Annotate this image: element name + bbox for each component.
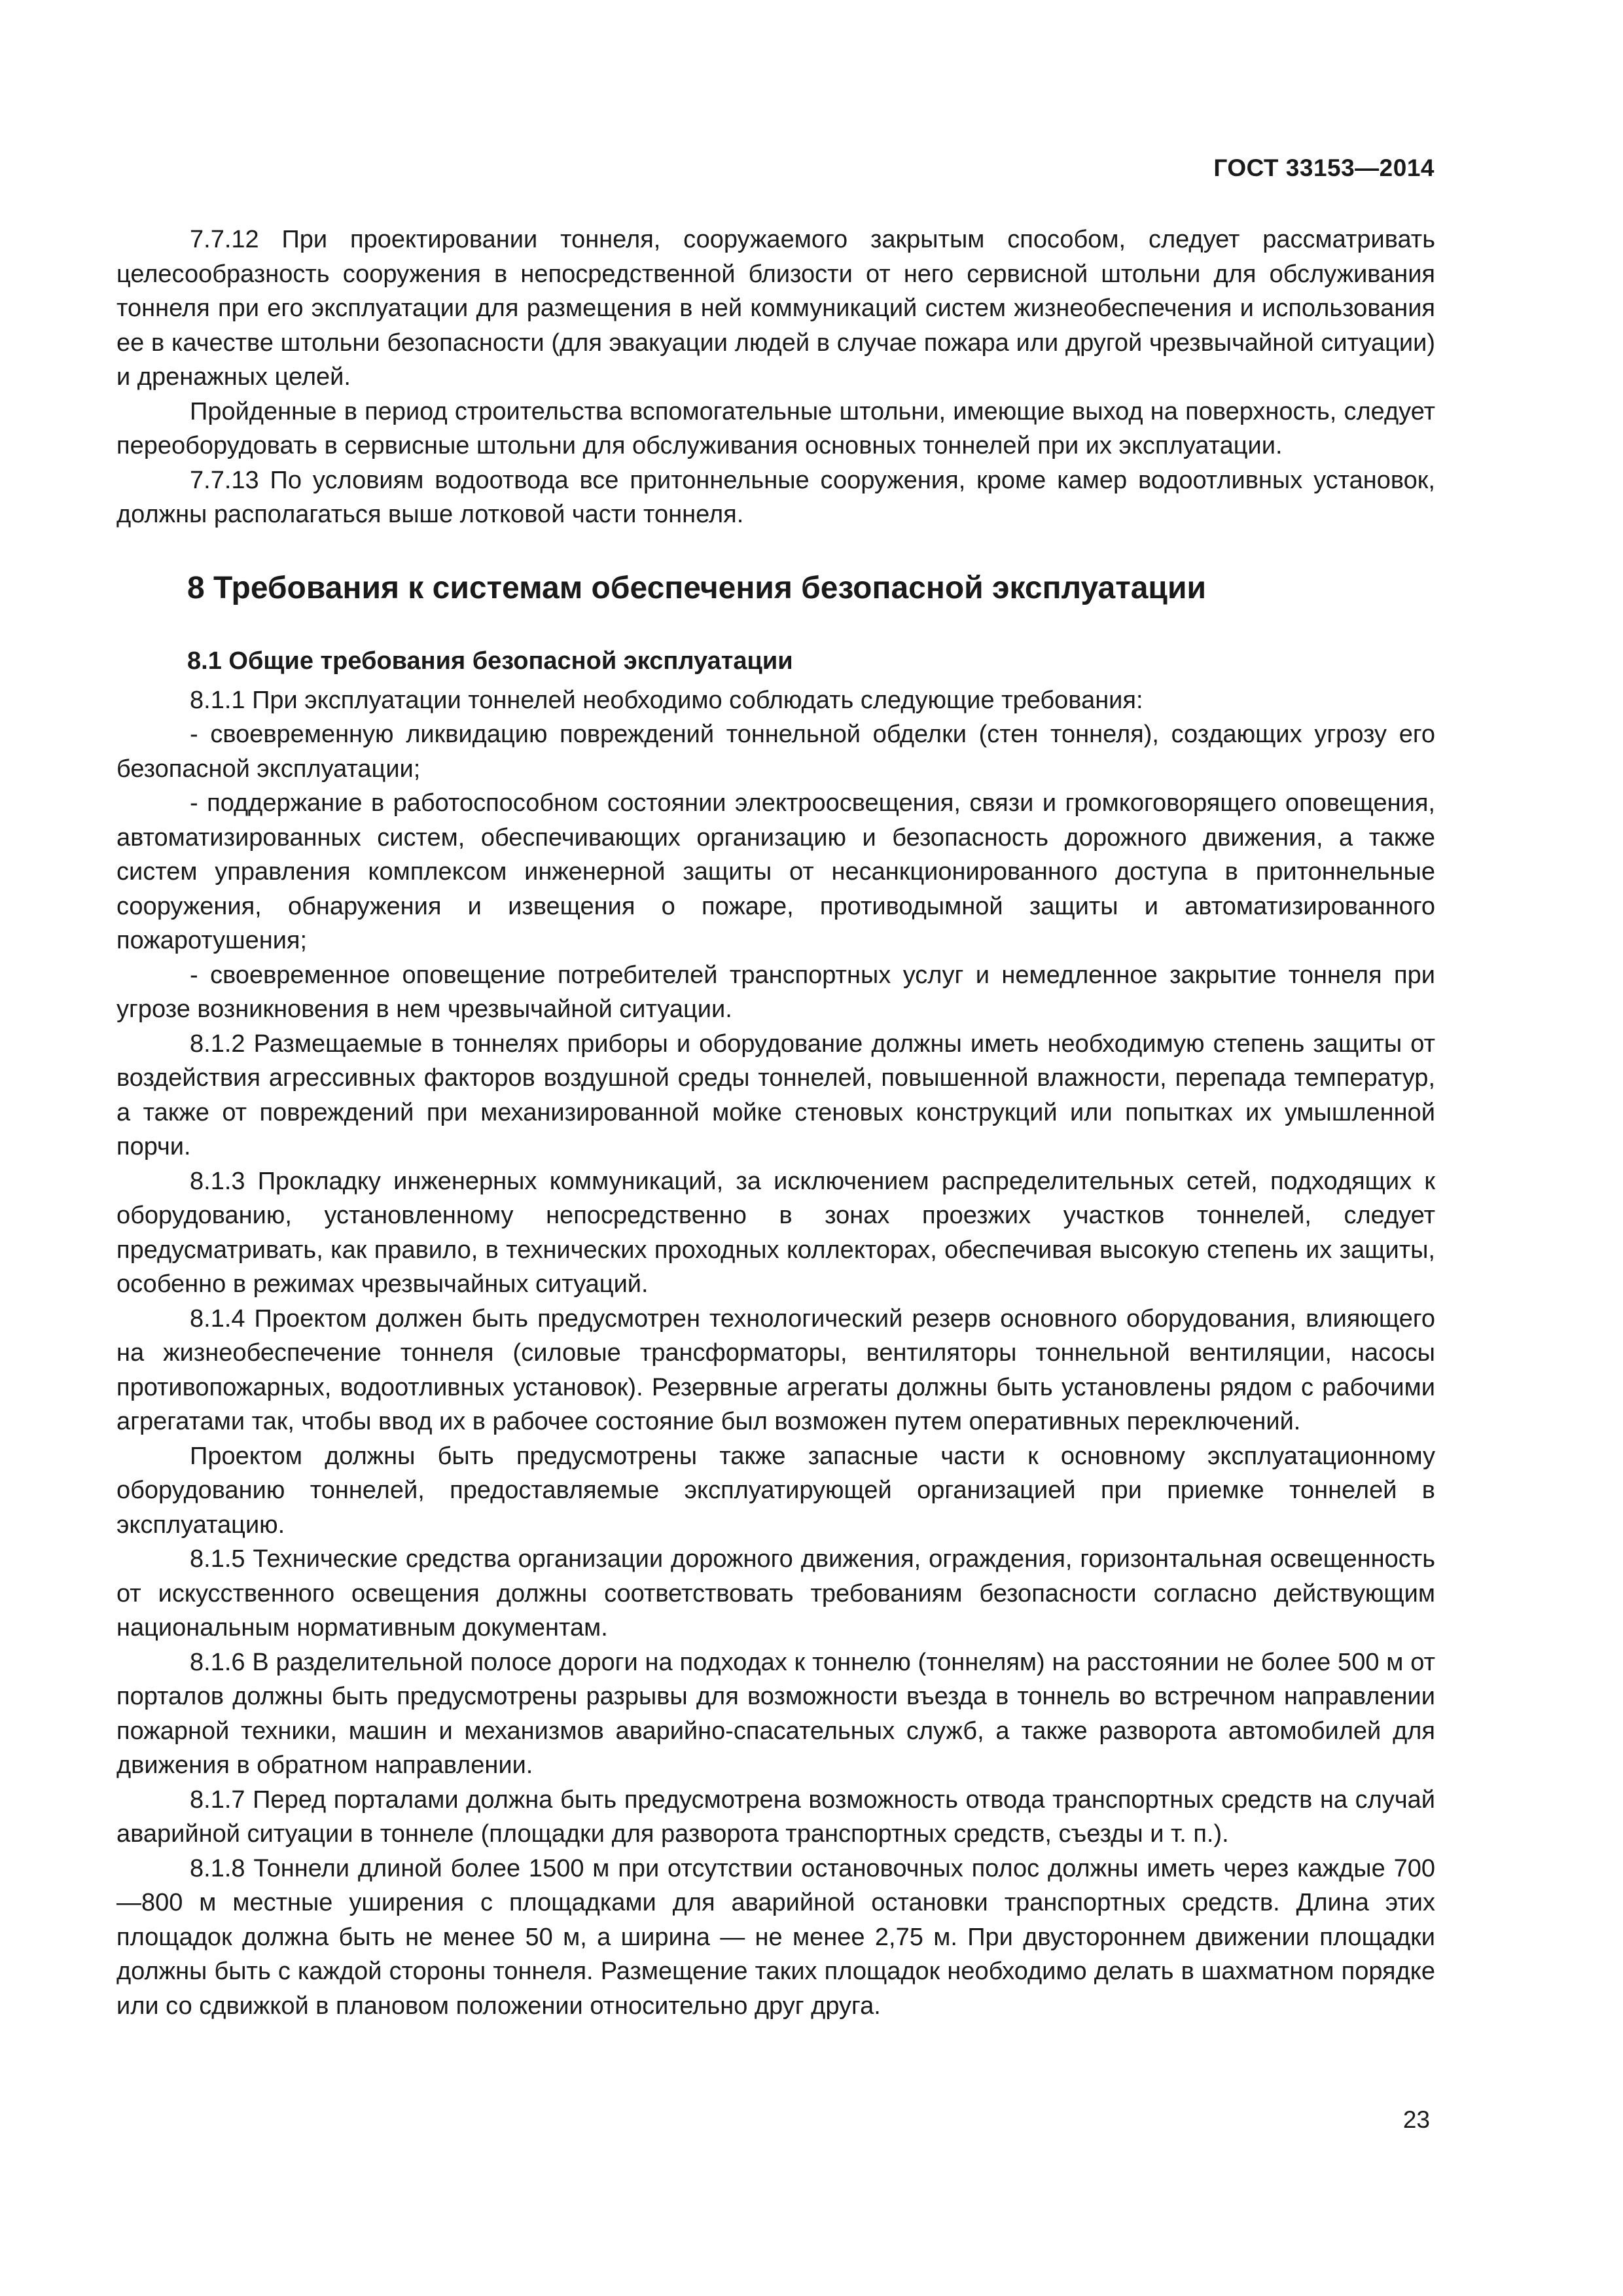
- paragraph-auxiliary-adits: Пройденные в период строительства вспомогательные штольни, имеющие выход на поверхность, следует переоборудовать в сервисные штольни для обслуживания основных тоннелей при их эксплуатации.: [116, 397, 1435, 459]
- paragraph-8-1-8: 8.1.8 Тоннели длиной более 1500 м при отсутствии остановочных полос должны иметь через каждые 700—800 м местные уширения с площадками для аварийной остановки транспортных средств. Длина этих площадок должна быть не менее 50 м, а ширина — не менее 2,75 м. При двустороннем движении площадки должны быть с каждой стороны тоннеля. Размещение таких площадок необходимо делать в шахматном порядке или со сдвижкой в плановом положении относительно друг друга.: [116, 1854, 1435, 2020]
- page-content: [116, 223, 1435, 2023]
- paragraph-8-1-3: 8.1.3 Прокладку инженерных коммуникаций, за исключением распределительных сетей, подходящих к оборудованию, установленному непосредственно в зонах проезжих участков тоннелей, следует предусматривать, как правило, в технических проходных коллекторах, обеспечивая высокую степень их защиты, особенно в режимах чрезвычайных ситуаций.: [116, 1167, 1435, 1298]
- list-item: - своевременную ликвидацию повреждений тоннельной обделки (стен тоннеля), создающих угрозу его безопасной эксплуатации;: [116, 721, 1435, 783]
- list-item: - поддержание в работоспособном состоянии электроосвещения, связи и громкоговорящего оповещения, автоматизированных систем, обеспечивающих организацию и безопасность дорожного движения, а также систем управления комплексом инженерной защиты от несанкционированного доступа в притоннельные сооружения, обнаружения и извещения о пожаре, противодымной защиты и автоматизированного пожаротушения;: [116, 789, 1435, 954]
- paragraph-8-1-5: 8.1.5 Технические средства организации дорожного движения, ограждения, горизонтальная освещенность от искусственного освещения должны соответствовать требованиям безопасности согласно действующим национальным нормативным документам.: [116, 1545, 1435, 1641]
- paragraph-8-1-6: 8.1.6 В разделительной полосе дороги на подходах к тоннелю (тоннелям) на расстоянии не более 500 м от порталов должны быть предусмотрены разрывы для возможности въезда в тоннель во встречном направлении пожарной техники, машин и механизмов аварийно-спасательных служб, а также разворота автомобилей для движения в обратном направлении.: [116, 1648, 1435, 1779]
- section-heading: 8 Требования к системам обеспечения безопасной эксплуатации: [187, 570, 1206, 605]
- paragraph-8-1-1: 8.1.1 При эксплуатации тоннелей необходимо соблюдать следующие требования:: [190, 686, 1143, 714]
- subsection-heading: 8.1 Общие требования безопасной эксплуатации: [187, 647, 793, 675]
- paragraph-7-7-13: 7.7.13 По условиям водоотвода все притоннельные сооружения, кроме камер водоотливных установок, должны располагаться выше лотковой части тоннеля.: [116, 466, 1435, 528]
- page-number: 23: [1402, 2106, 1430, 2133]
- paragraph-8-1-4: 8.1.4 Проектом должен быть предусмотрен технологический резерв основного оборудования, влияющего на жизнеобеспечение тоннеля (силовые трансформаторы, вентиляторы тоннельной вентиляции, насосы противопожарных, водоотливных установок). Резервные агрегаты должны быть установлены рядом с рабочими агрегатами так, чтобы ввод их в рабочее состояние был возможен путем оперативных переключений.: [116, 1304, 1435, 1435]
- paragraph-8-1-2: 8.1.2 Размещаемые в тоннелях приборы и оборудование должны иметь необходимую степень защиты от воздействия агрессивных факторов воздушной среды тоннелей, повышенной влажности, перепада температур, а также от повреждений при механизированной мойке стеновых конструкций или попытках их умышленной порчи.: [116, 1030, 1435, 1160]
- paragraph-spare-parts: Проектом должны быть предусмотрены также запасные части к основному эксплуатационному оборудованию тоннелей, предоставляемые эксплуатирующей организацией при приемке тоннелей в эксплуатацию.: [116, 1442, 1435, 1539]
- paragraph-7-7-12: 7.7.12 При проектировании тоннеля, сооружаемого закрытым способом, следует рассматривать целесообразность сооружения в непосредственной близости от него сервисной штольни для обслуживания тоннеля при его эксплуатации для размещения в ней коммуникаций систем жизнеобеспечения и использования ее в качестве штольни безопасности (для эвакуации людей в случае пожара или другой чрезвычайной ситуации) и дренажных целей.: [116, 226, 1435, 391]
- paragraph-8-1-7: 8.1.7 Перед порталами должна быть предусмотрена возможность отвода транспортных средств на случай аварийной ситуации в тоннеле (площадки для разворота транспортных средств, съезды и т. п.).: [116, 1785, 1435, 1848]
- list-item: - своевременное оповещение потребителей транспортных услуг и немедленное закрытие тоннеля при угрозе возникновения в нем чрезвычайной ситуации.: [116, 961, 1435, 1023]
- standard-code: ГОСТ 33153—2014: [1213, 154, 1435, 181]
